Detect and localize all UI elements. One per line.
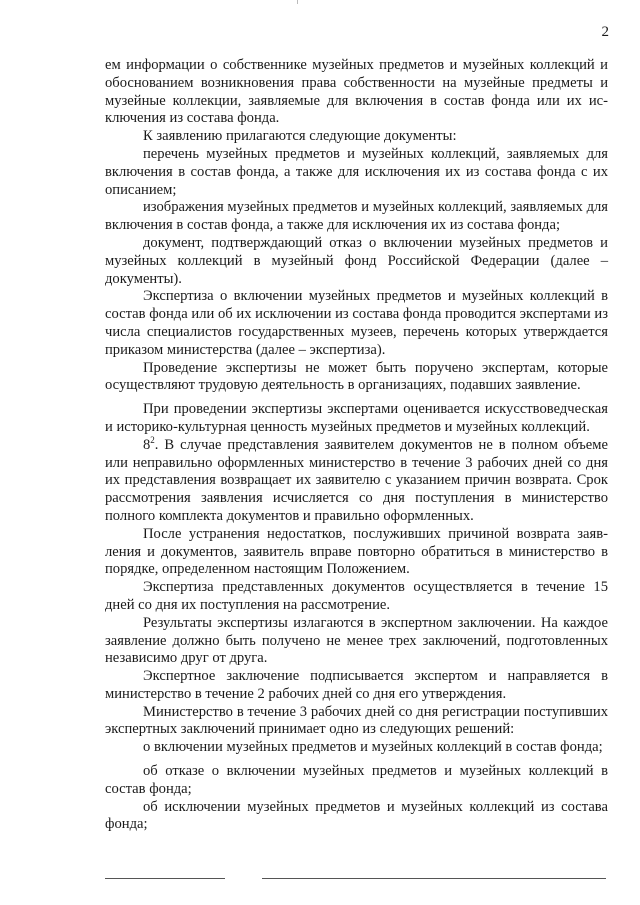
paragraph-2: К заявлению прилагаются следующие документы: (143, 128, 457, 145)
document-body (105, 57, 608, 834)
paragraph-6: Экспертиза о включении музейных предметов и музейных коллекций в состав фонда или об их исключении из состава фонда проводится экспертами из числа специалистов государственных музеев, перечень которых утверждается приказом министерства (далее – экспертиза). (105, 288, 608, 358)
page-number: 2 (601, 24, 609, 40)
paragraph-16: об отказе о включении музейных предметов и музейных коллекций в состав фонда; (105, 763, 608, 797)
paragraph-4: изображения музейных предметов и музейных коллекций, заявляемых для включения в состав фонда, а также для исключения их из состава фонда; (105, 199, 608, 234)
paragraph-10: После устранения недостатков, послуживших причиной возврата заявления и документов, заявитель вправе повторно обратиться в министерство в порядке, определенном настоящим Положением. (105, 525, 608, 578)
paragraph-14: Министерство в течение 3 рабочих дней со дня регистрации поступивших экспертных заключений принимает одно из следующих решений: (105, 703, 608, 738)
footer-rule-left (105, 878, 225, 879)
paragraph-3: перечень музейных предметов и музейных коллекций, заявляемых для включения в состав фонда, а также для исключения их из состава фонда с их описанием; (105, 145, 608, 198)
paragraph-9-text: . В случае представления заявителем документов не в полном объеме или неправильно оформленных министерство в течение 3 рабочих дней со дня их представления возвращает их заявителю с указанием причин возврата. Срок рассмотрения заявления исчисляется со дня поступления в министерство полного комплекта документов и правильно оформленных. (105, 436, 608, 524)
paragraph-9 (105, 434, 608, 526)
scan-speck (297, 0, 298, 4)
paragraph-8: При проведении экспертизы экспертами оценивается искусствоведческая и историко-культурная ценность музейных предметов и музейных коллекций. (105, 401, 608, 435)
paragraph-17: об исключении музейных предметов и музейных коллекций из состава фонда; (105, 798, 608, 833)
paragraph-11: Экспертиза представленных документов осуществляется в течение 15 дней со дня их поступления на рассмотрение. (105, 579, 608, 613)
section-number: 8 (143, 436, 151, 453)
paragraph-7: Проведение экспертизы не может быть поручено экспертам, которые осуществляют трудовую деятельность в организациях, подавших заявление. (105, 359, 608, 394)
paragraph-1: ем информации о собственнике музейных предметов и музейных коллекций и обоснованием возникновения права собственности на музейные предметы и музейные коллекции, заявляемые для включения в состав фонда или их исключения из состава фонда. (105, 57, 608, 127)
paragraph-15: о включении музейных предметов и музейных коллекций в состав фонда; (143, 739, 603, 756)
paragraph-13: Экспертное заключение подписывается экспертом и направляется в министерство в течение 2 рабочих дней со дня его утверждения. (105, 668, 608, 702)
paragraph-12: Результаты экспертизы излагаются в экспертном заключении. На каждое заявление должно быть получено не менее трех заключений, подготовленных независимо друг от друга. (105, 614, 608, 667)
section-superscript: 2 (150, 434, 155, 445)
paragraph-5: документ, подтверждающий отказ о включении музейных предметов и музейных коллекций в музейный фонд Российской Федерации (далее – документы). (105, 234, 608, 287)
footer-rule-right (262, 878, 606, 879)
